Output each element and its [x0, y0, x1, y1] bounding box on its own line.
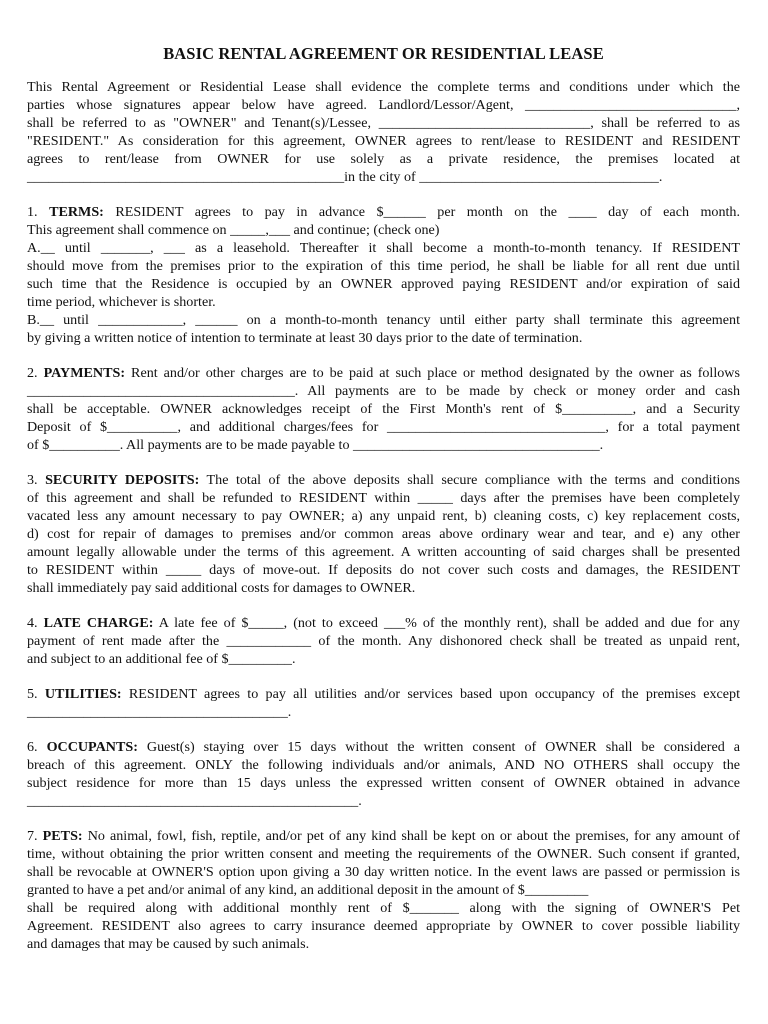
section-number: 1. — [27, 204, 38, 220]
intro-line: "RESIDENT." As consideration for this agreement, OWNER agrees to rent/lease to RESIDENT and RESIDENT — [27, 133, 740, 149]
section-number: 3. — [27, 472, 38, 488]
section-heading: OCCUPANTS: — [46, 739, 138, 755]
section-line: shall be revocable at OWNER'S option upon giving a 30 day written notice. In the event laws are passed or permission is — [27, 864, 740, 880]
section-line: Agreement. RESIDENT also agrees to carry insurance deemed appropriate by OWNER to cover possible liability — [27, 918, 740, 934]
intro-line: agrees to rent/lease from OWNER for use solely as a private residence, the premises located at — [27, 151, 740, 167]
section-line: and subject to an additional fee of $_________. — [27, 651, 296, 667]
section-heading: LATE CHARGE: — [43, 615, 154, 631]
section-line: This agreement shall commence on _____,___ and continue; (check one) — [27, 222, 440, 238]
section-line: should move from the premises prior to the expiration of this time period, he shall be liable for all rent due until — [27, 258, 740, 274]
document-title: BASIC RENTAL AGREEMENT OR RESIDENTIAL LEASE — [163, 44, 604, 63]
section-number: 2. — [27, 365, 38, 381]
intro-line: This Rental Agreement or Residential Lease shall evidence the complete terms and conditions under which the — [27, 79, 740, 95]
section-lead-line — [27, 614, 740, 632]
section-lead-line — [27, 685, 740, 703]
section-line: d) cost for repair of damages to premises and/or common areas above ordinary wear and tear, and e) any other — [27, 526, 740, 542]
section-lead-text: Rent and/or other charges are to be paid at such place or method designated by the owner as follows — [131, 365, 740, 381]
section-security-deposits — [27, 471, 740, 597]
section-line: amount legally allowable under the terms of this agreement. A written accounting of said charges shall be presented — [27, 544, 740, 560]
section-line: payment of rent made after the ____________ of the month. Any dishonored check shall be treated as unpaid rent, — [27, 633, 740, 649]
section-line: A.__ until _______, ___ as a leasehold. Thereafter it shall become a month-to-month tenancy. If RESIDENT — [27, 240, 740, 256]
section-lead-line — [27, 738, 740, 756]
section-line: breach of this agreement. ONLY the following individuals and/or animals, AND NO OTHERS shall occupy the — [27, 757, 740, 773]
section-number: 5. — [27, 686, 38, 702]
section-payments — [27, 364, 740, 454]
section-number: 7. — [27, 828, 38, 844]
section-line: granted to have a pet and/or animal of any kind, an additional deposit in the amount of $_________ — [27, 882, 589, 898]
section-line: time, without obtaining the prior written consent and meeting the requirements of the OWNER. Such consent if granted, — [27, 846, 740, 862]
section-lead-text: A late fee of $_____, (not to exceed ___% of the monthly rent), shall be added and due for any — [158, 615, 740, 631]
intro-line: parties whose signatures appear below have agreed. Landlord/Lessor/Agent, ______________________________, — [27, 97, 740, 113]
section-line: vacated less any amount necessary to pay OWNER; a) any unpaid rent, b) cleaning costs, c) key replacement costs, — [27, 508, 740, 524]
section-lead-line — [27, 203, 740, 221]
section-lead-text: RESIDENT agrees to pay all utilities and/or services based upon occupancy of the premises except — [128, 686, 741, 702]
section-heading: SECURITY DEPOSITS: — [45, 472, 200, 488]
section-line: _______________________________________________. — [27, 793, 362, 809]
section-line: shall immediately pay said additional costs for damages to OWNER. — [27, 580, 416, 596]
section-line: subject residence for more than 15 days unless the expressed written consent of OWNER obtained in advance — [27, 775, 740, 791]
intro-line: shall be referred to as "OWNER" and Tenant(s)/Lessee, ______________________________, shall be referred to as — [27, 115, 740, 131]
section-line: of $__________. All payments are to be made payable to ___________________________________. — [27, 437, 604, 453]
section-line: shall be required along with additional monthly rent of $_______ along with the signing of OWNER'S Pet — [27, 900, 740, 916]
section-line: shall be acceptable. OWNER acknowledges receipt of the First Month's rent of $__________, and a Security — [27, 401, 740, 417]
section-number: 6. — [27, 739, 38, 755]
section-line: such time that the Residence is occupied by an OWNER approved paying RESIDENT and/or expiration of said — [27, 276, 740, 292]
section-lead-text: No animal, fowl, fish, reptile, and/or pet of any kind shall be kept on or about the premises, for any amount of — [87, 828, 741, 844]
section-number: 4. — [27, 615, 38, 631]
section-line: Deposit of $__________, and additional charges/fees for _______________________________, for a total payment — [27, 419, 740, 435]
section-heading: PAYMENTS: — [43, 365, 126, 381]
section-lead-text: RESIDENT agrees to pay in advance $______ per month on the ____ day of each month. — [115, 204, 741, 220]
section-lead-text: The total of the above deposits shall secure compliance with the terms and conditions — [206, 472, 740, 488]
section-line: by giving a written notice of intention to terminate at least 30 days prior to the date of termination. — [27, 330, 583, 346]
section-line: of this agreement and shall be refunded to RESIDENT within _____ days after the premises have been completely — [27, 490, 740, 506]
section-heading: UTILITIES: — [44, 686, 122, 702]
section-utilities — [27, 685, 740, 721]
intro-paragraph — [27, 78, 740, 186]
section-line: to RESIDENT within _____ days of move-out. If deposits do not cover such costs and damages, the RESIDENT — [27, 562, 740, 578]
section-pets — [27, 827, 740, 953]
section-lead-text: Guest(s) staying over 15 days without the written consent of OWNER shall be considered a — [146, 739, 740, 755]
intro-line: _____________________________________________in the city of __________________________________. — [27, 169, 663, 185]
section-line: time period, whichever is shorter. — [27, 294, 216, 310]
section-line: _____________________________________. — [27, 704, 292, 720]
section-lead-line — [27, 471, 740, 489]
section-heading: TERMS: — [49, 204, 104, 220]
section-heading: PETS: — [42, 828, 83, 844]
section-terms — [27, 203, 740, 347]
section-line: B.__ until ____________, ______ on a month-to-month tenancy until either party shall terminate this agreement — [27, 312, 740, 328]
section-late-charge — [27, 614, 740, 668]
section-lead-line — [27, 364, 740, 382]
section-lead-line — [27, 827, 740, 845]
section-line: ______________________________________. All payments are to be made by check or money order and cash — [27, 383, 740, 399]
section-occupants — [27, 738, 740, 810]
section-line: and damages that may be caused by such animals. — [27, 936, 310, 952]
